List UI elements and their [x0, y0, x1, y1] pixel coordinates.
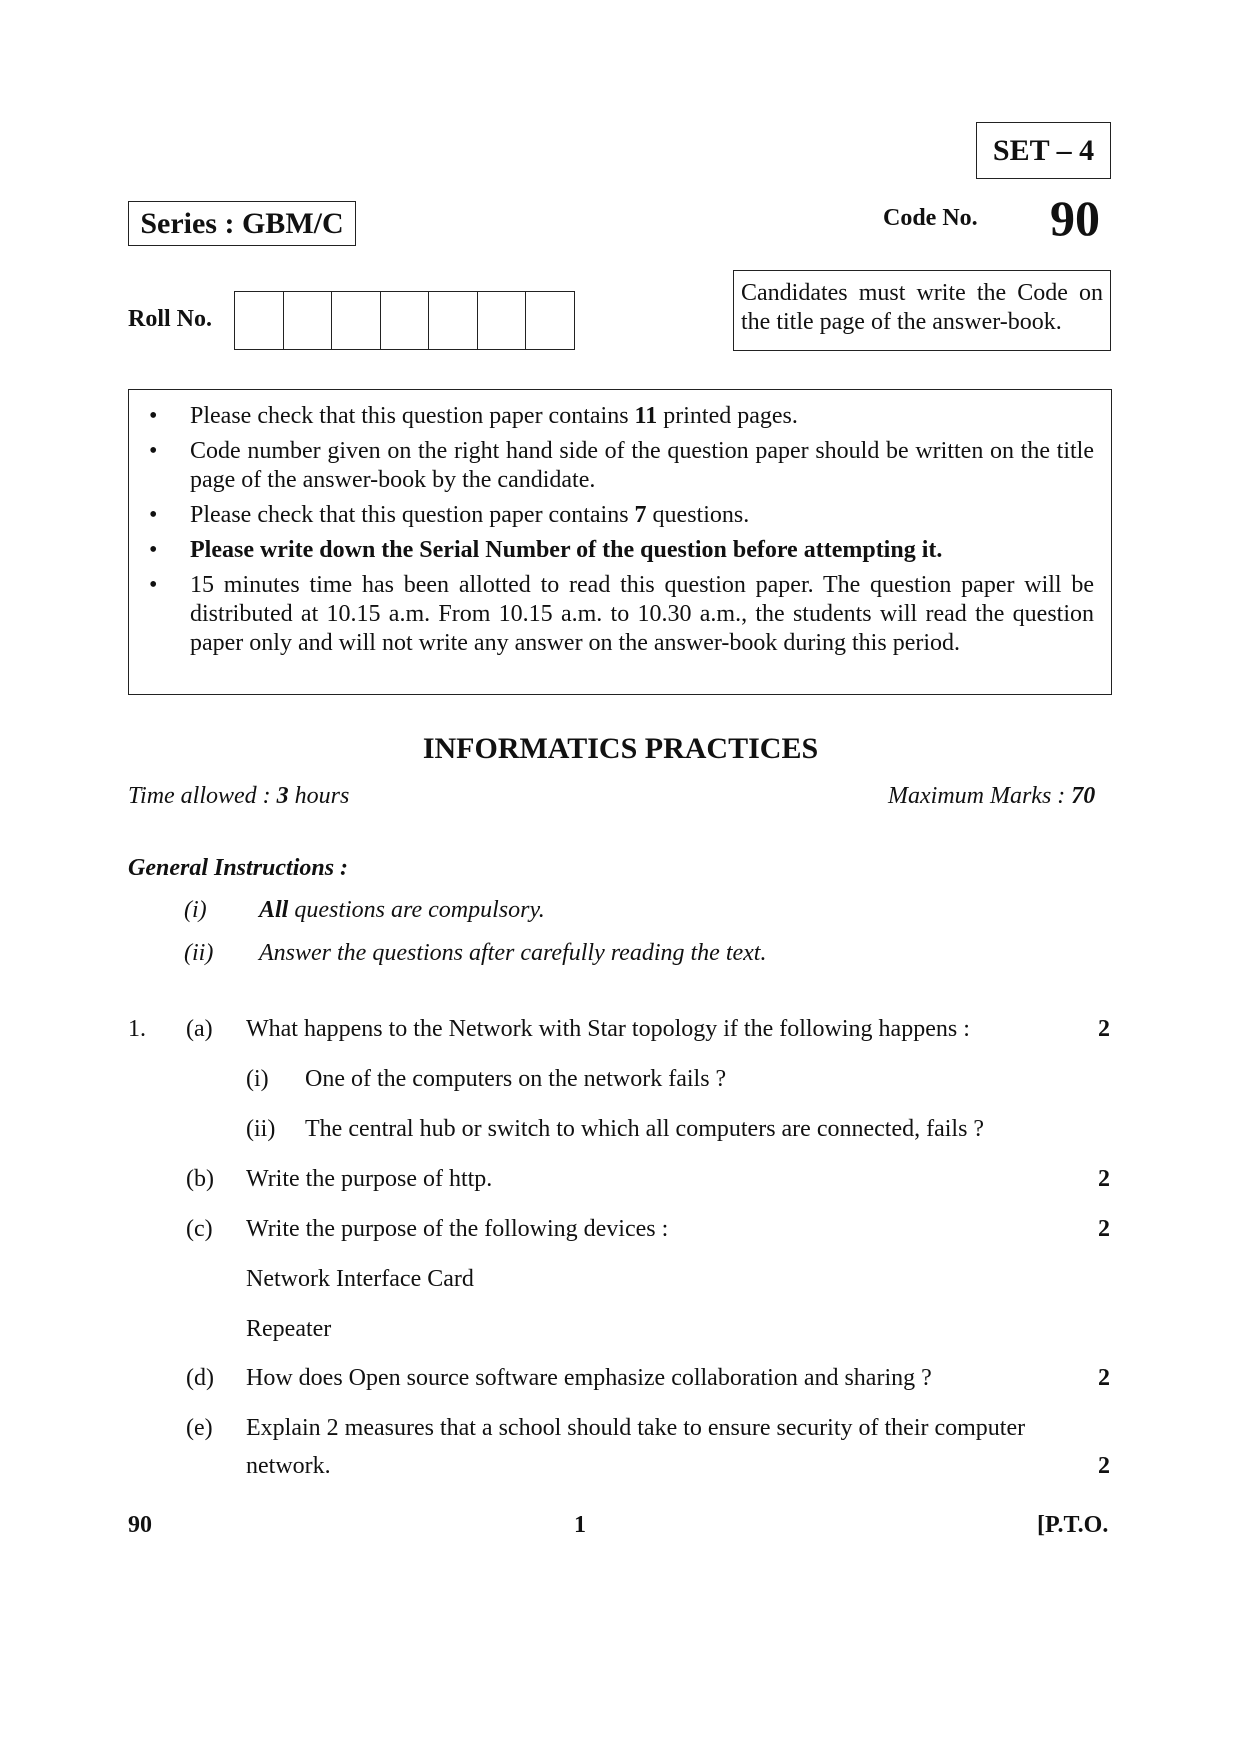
- bullet-icon: •: [149, 502, 158, 528]
- bullet-icon: •: [149, 403, 158, 429]
- sub-part-text: The central hub or switch to which all computers are connected, fails ?: [305, 1116, 985, 1142]
- question-text: What happens to the Network with Star topology if the following happens :: [246, 1016, 970, 1042]
- question-marks: 2: [1098, 1166, 1110, 1192]
- roll-label: Roll No.: [128, 306, 212, 332]
- candidates-note: Candidates must write the Code on the title page of the answer-book.: [733, 270, 1111, 351]
- device-item: Network Interface Card: [246, 1266, 474, 1292]
- sub-part-text: One of the computers on the network fails ?: [305, 1066, 727, 1092]
- question-text: Write the purpose of http.: [246, 1166, 493, 1192]
- bullet-icon: •: [149, 572, 158, 598]
- set-label: SET – 4: [976, 122, 1111, 179]
- question-marks: 2: [1098, 1453, 1110, 1479]
- bullet-icon: •: [149, 438, 158, 464]
- instruction-text: All questions are compulsory.: [259, 897, 545, 923]
- question-part-label: (b): [186, 1166, 214, 1192]
- question-marks: 2: [1098, 1016, 1110, 1042]
- checklist-item: • Please check that this question paper contains 11 printed pages.: [149, 403, 798, 429]
- question-text: Write the purpose of the following devices :: [246, 1216, 669, 1242]
- maximum-marks: Maximum Marks : 70: [888, 783, 1096, 809]
- question-text-continued: network.: [246, 1453, 331, 1479]
- roll-cell[interactable]: [235, 292, 284, 349]
- checklist-item: • Please write down the Serial Number of the question before attempting it.: [149, 537, 943, 563]
- question-marks: 2: [1098, 1216, 1110, 1242]
- sub-part-label: (ii): [246, 1116, 276, 1142]
- question-part-label: (d): [186, 1365, 214, 1391]
- instruction-text: Answer the questions after carefully reading the text.: [259, 940, 767, 966]
- time-allowed: Time allowed : 3 hours: [128, 783, 350, 809]
- sub-part-label: (i): [246, 1066, 269, 1092]
- checklist-item: • Code number given on the right hand side of the question paper should be written on the title page of the answer-book by the candidate.: [149, 438, 1094, 493]
- question-text: How does Open source software emphasize collaboration and sharing ?: [246, 1365, 932, 1391]
- bullet-icon: •: [149, 537, 158, 563]
- question-text: Explain 2 measures that a school should take to ensure security of their computer: [246, 1415, 1026, 1441]
- checklist-item: • Please check that this question paper contains 7 questions.: [149, 502, 750, 528]
- question-part-label: (e): [186, 1415, 213, 1441]
- series-label: Series : GBM/C: [128, 201, 356, 246]
- question-marks: 2: [1098, 1365, 1110, 1391]
- roll-cell[interactable]: [332, 292, 381, 349]
- roll-number-grid[interactable]: [234, 291, 575, 350]
- question-number: 1.: [128, 1016, 146, 1042]
- instruction-number: (i): [184, 897, 207, 923]
- code-number: 90: [1050, 190, 1100, 246]
- checklist-box: [128, 389, 1112, 695]
- roll-cell[interactable]: [478, 292, 527, 349]
- page-number: 1: [574, 1512, 586, 1538]
- pto-label: [P.T.O.: [1037, 1512, 1109, 1538]
- checklist-item: • 15 minutes time has been allotted to read this question paper. The question paper will be distributed at 10.15 a.m. From 10.15 a.m. to 10.30 a.m., the students will read the question paper only and will not write any answer on the answer-book during this period.: [149, 572, 1094, 656]
- roll-cell[interactable]: [526, 292, 574, 349]
- roll-cell[interactable]: [284, 292, 333, 349]
- footer-code: 90: [128, 1512, 152, 1538]
- question-part-label: (a): [186, 1016, 213, 1042]
- roll-cell[interactable]: [381, 292, 430, 349]
- roll-cell[interactable]: [429, 292, 478, 349]
- instruction-number: (ii): [184, 940, 214, 966]
- subject-title: INFORMATICS PRACTICES: [422, 732, 819, 765]
- code-label: Code No.: [883, 205, 978, 231]
- question-part-label: (c): [186, 1216, 213, 1242]
- device-item: Repeater: [246, 1316, 332, 1342]
- general-instructions-heading: General Instructions :: [128, 855, 349, 881]
